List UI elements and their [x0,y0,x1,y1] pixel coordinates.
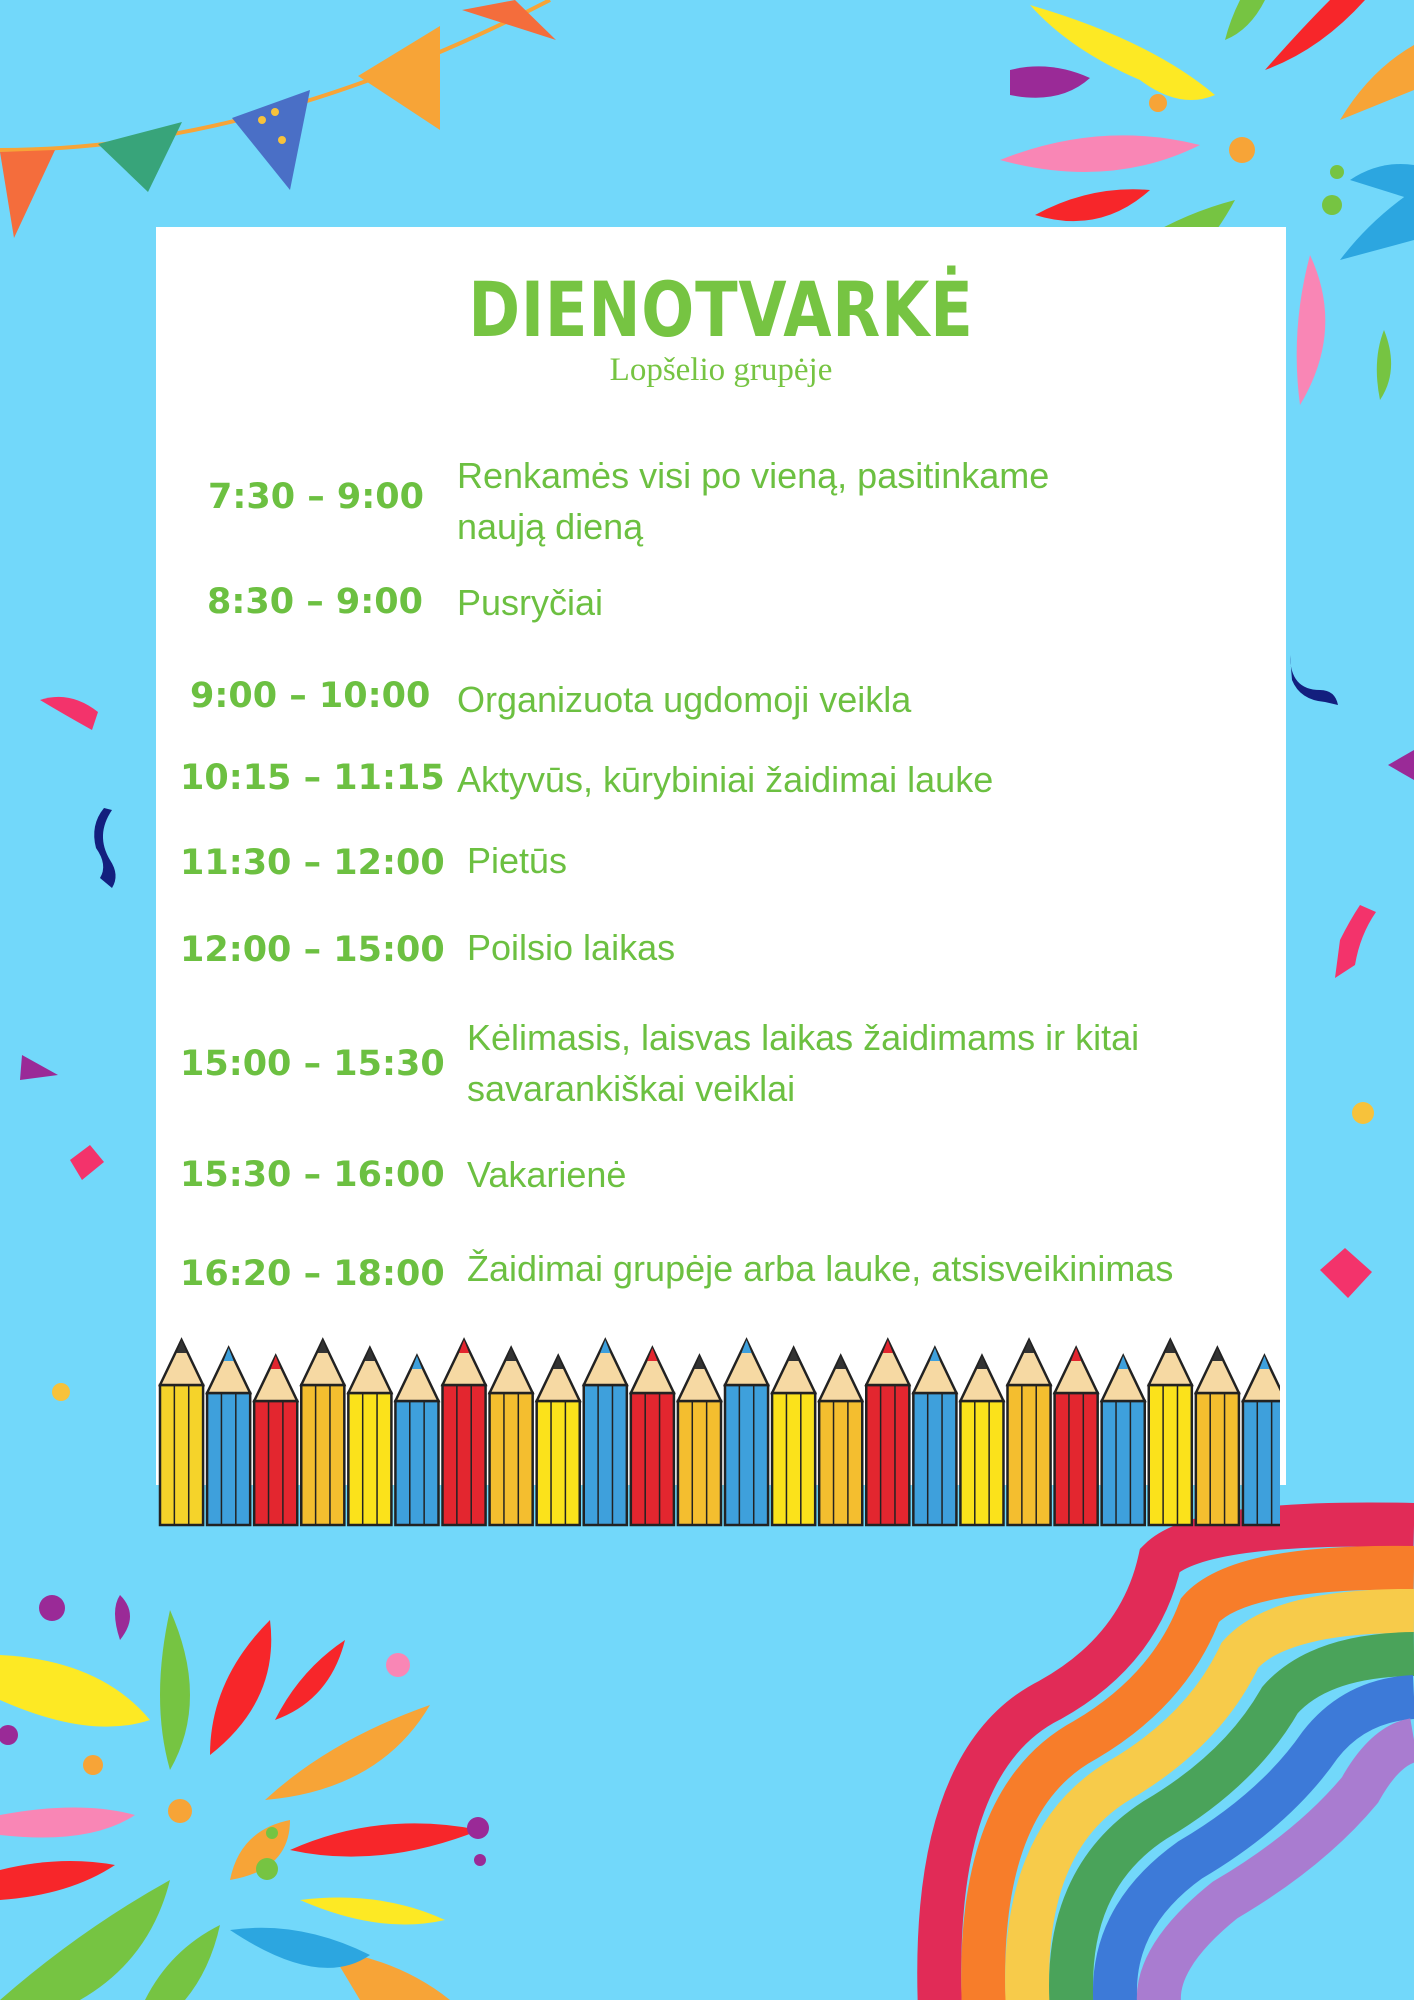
pencil [1008,1340,1051,1525]
pencil [1243,1356,1280,1525]
page-title: DIENOTVARKĖ [468,265,974,354]
schedule-time: 11:30 – 12:00 [180,843,445,883]
pencil [913,1348,956,1525]
schedule-time: 10:15 – 11:15 [180,758,445,798]
schedule-card [156,227,1286,1485]
pencil [1149,1340,1192,1525]
pencil [443,1340,486,1525]
pencil [348,1348,391,1525]
pencil [631,1348,674,1525]
pencils-decoration [150,1330,1280,1530]
schedule-time: 9:00 – 10:00 [190,676,431,716]
schedule-time: 15:00 – 15:30 [180,1044,445,1084]
schedule-time: 8:30 – 9:00 [207,582,423,622]
schedule-activity: Renkamės visi po vieną, pasitinkame naują dieną [457,455,1050,547]
pencil [678,1356,721,1525]
schedule-activity: Pusryčiai [457,582,604,623]
schedule-activity: Vakarienė [467,1154,627,1195]
pencil [301,1340,344,1525]
schedule-time: 15:30 – 16:00 [180,1155,445,1195]
schedule-time: 7:30 – 9:00 [208,477,424,517]
pencil [537,1356,580,1525]
bunting-decoration [0,0,556,238]
pencil [207,1348,250,1525]
schedule-activity: Kėlimasis, laisvas laikas žaidimams ir kitai savarankiškai veiklai [467,1017,1140,1109]
pencil [254,1356,297,1525]
splash-bottom-left [0,1595,489,2000]
schedule-activity: Poilsio laikas [467,927,676,968]
pencil [725,1340,768,1525]
pencil [395,1356,438,1525]
pencil [1055,1348,1098,1525]
pencil [160,1340,203,1525]
pencil [584,1340,627,1525]
pencil [819,1356,862,1525]
schedule-activity: Pietūs [467,840,568,881]
schedule-activity: Žaidimai grupėje arba lauke, atsisveikinimas [467,1248,1174,1289]
pencil [490,1348,533,1525]
schedule-time: 12:00 – 15:00 [180,930,445,970]
rainbow-decoration [939,1524,1414,2000]
pencil [1196,1348,1239,1525]
schedule-time: 16:20 – 18:00 [180,1254,445,1294]
schedule-activity: Aktyvūs, kūrybiniai žaidimai lauke [457,759,994,800]
pencil [960,1356,1003,1525]
schedule-activity: Organizuota ugdomoji veikla [457,679,912,720]
pencil [772,1348,815,1525]
page-subtitle: Lopšelio grupėje [609,352,833,388]
pencil [866,1340,909,1525]
pencil [1102,1356,1145,1525]
